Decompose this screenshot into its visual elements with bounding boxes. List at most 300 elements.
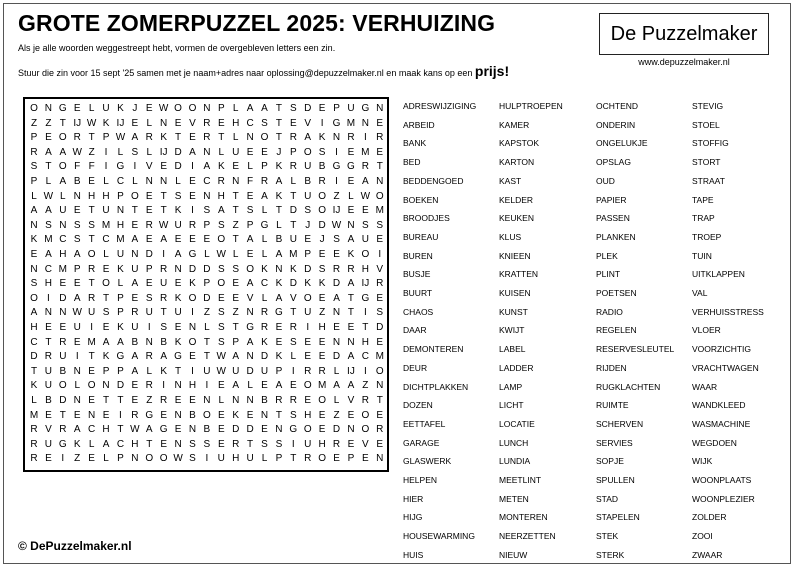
- grid-cell[interactable]: G: [159, 424, 168, 436]
- grid-cell[interactable]: R: [289, 132, 297, 144]
- grid-cell[interactable]: O: [30, 292, 38, 304]
- grid-cell[interactable]: K: [102, 117, 110, 129]
- grid-cell[interactable]: U: [304, 307, 312, 319]
- grid-cell[interactable]: V: [45, 424, 52, 436]
- grid-cell[interactable]: Z: [319, 307, 326, 319]
- grid-cell[interactable]: H: [217, 190, 225, 202]
- grid-cell[interactable]: B: [131, 336, 139, 348]
- grid-cell[interactable]: E: [318, 249, 326, 260]
- grid-cell[interactable]: T: [88, 132, 95, 144]
- grid-cell[interactable]: L: [218, 146, 225, 158]
- grid-cell[interactable]: E: [131, 292, 139, 304]
- grid-cell[interactable]: N: [44, 103, 53, 114]
- grid-cell[interactable]: N: [376, 453, 384, 465]
- grid-cell[interactable]: A: [347, 380, 355, 392]
- grid-cell[interactable]: R: [347, 263, 355, 275]
- grid-cell[interactable]: A: [131, 132, 139, 144]
- grid-cell[interactable]: O: [188, 336, 197, 348]
- grid-cell[interactable]: E: [318, 424, 326, 436]
- grid-cell[interactable]: E: [333, 249, 340, 260]
- grid-cell[interactable]: T: [203, 336, 210, 348]
- grid-cell[interactable]: J: [132, 103, 138, 114]
- grid-cell[interactable]: L: [232, 103, 239, 114]
- grid-cell[interactable]: D: [332, 278, 341, 290]
- grid-cell[interactable]: N: [232, 395, 240, 406]
- grid-cell[interactable]: A: [131, 351, 139, 363]
- grid-cell[interactable]: S: [189, 438, 196, 450]
- grid-cell[interactable]: E: [261, 380, 268, 392]
- grid-cell[interactable]: O: [30, 103, 38, 114]
- grid-cell[interactable]: I: [335, 146, 338, 158]
- grid-cell[interactable]: R: [347, 132, 355, 144]
- grid-cell[interactable]: U: [174, 307, 182, 319]
- grid-cell[interactable]: E: [189, 176, 196, 187]
- grid-cell[interactable]: C: [246, 117, 254, 129]
- grid-cell[interactable]: D: [304, 263, 312, 275]
- grid-cell[interactable]: N: [188, 424, 197, 436]
- grid-cell[interactable]: U: [131, 322, 139, 333]
- grid-cell[interactable]: G: [332, 161, 341, 173]
- grid-cell[interactable]: O: [303, 380, 312, 392]
- grid-cell[interactable]: A: [174, 249, 182, 260]
- grid-cell[interactable]: E: [145, 103, 153, 114]
- grid-cell[interactable]: L: [132, 176, 138, 187]
- grid-cell[interactable]: D: [332, 351, 341, 363]
- grid-cell[interactable]: U: [59, 351, 67, 363]
- grid-cell[interactable]: S: [203, 205, 211, 217]
- grid-cell[interactable]: N: [376, 380, 384, 392]
- grid-cell[interactable]: I: [191, 205, 194, 217]
- grid-cell[interactable]: T: [131, 205, 138, 217]
- grid-cell[interactable]: S: [145, 292, 153, 304]
- grid-cell[interactable]: P: [275, 365, 283, 377]
- grid-cell[interactable]: E: [131, 380, 139, 392]
- grid-cell[interactable]: H: [361, 263, 369, 275]
- grid-cell[interactable]: O: [318, 190, 327, 202]
- grid-cell[interactable]: S: [30, 278, 38, 290]
- grid-cell[interactable]: Z: [203, 307, 210, 319]
- grid-cell[interactable]: U: [232, 146, 240, 158]
- grid-cell[interactable]: T: [275, 409, 282, 421]
- grid-cell[interactable]: T: [88, 278, 95, 290]
- grid-cell[interactable]: R: [289, 322, 297, 333]
- grid-cell[interactable]: L: [247, 380, 253, 392]
- grid-cell[interactable]: N: [246, 395, 254, 406]
- grid-cell[interactable]: T: [160, 205, 167, 217]
- grid-cell[interactable]: L: [333, 395, 340, 406]
- grid-cell[interactable]: M: [346, 117, 356, 129]
- grid-cell[interactable]: E: [261, 146, 268, 158]
- grid-cell[interactable]: E: [73, 278, 81, 290]
- grid-cell[interactable]: A: [145, 424, 153, 436]
- grid-cell[interactable]: A: [203, 161, 211, 173]
- grid-cell[interactable]: E: [275, 322, 283, 333]
- grid-cell[interactable]: K: [189, 278, 196, 290]
- grid-cell[interactable]: E: [45, 409, 52, 421]
- grid-cell[interactable]: E: [189, 234, 196, 246]
- grid-cell[interactable]: T: [146, 438, 153, 450]
- grid-cell[interactable]: D: [188, 263, 197, 275]
- grid-cell[interactable]: H: [102, 424, 110, 436]
- grid-cell[interactable]: N: [188, 322, 197, 333]
- grid-cell[interactable]: R: [30, 146, 38, 158]
- grid-cell[interactable]: O: [260, 132, 269, 144]
- grid-cell[interactable]: S: [376, 219, 384, 231]
- grid-cell[interactable]: E: [217, 424, 225, 436]
- grid-cell[interactable]: T: [117, 424, 124, 436]
- grid-cell[interactable]: T: [347, 292, 354, 304]
- grid-cell[interactable]: N: [131, 249, 139, 260]
- grid-cell[interactable]: E: [174, 424, 182, 436]
- grid-cell[interactable]: O: [318, 205, 327, 217]
- grid-cell[interactable]: R: [304, 453, 312, 465]
- grid-cell[interactable]: E: [376, 409, 384, 421]
- grid-cell[interactable]: V: [376, 263, 384, 275]
- grid-cell[interactable]: T: [88, 351, 95, 363]
- grid-cell[interactable]: K: [318, 132, 326, 144]
- grid-cell[interactable]: L: [117, 146, 124, 158]
- grid-cell[interactable]: R: [188, 219, 197, 231]
- grid-cell[interactable]: G: [174, 351, 182, 363]
- grid-cell[interactable]: L: [146, 117, 153, 129]
- grid-cell[interactable]: B: [45, 395, 52, 406]
- grid-cell[interactable]: E: [59, 322, 67, 333]
- grid-cell[interactable]: K: [30, 380, 38, 392]
- grid-cell[interactable]: S: [217, 336, 225, 348]
- grid-cell[interactable]: E: [347, 176, 355, 187]
- grid-cell[interactable]: A: [131, 234, 139, 246]
- grid-cell[interactable]: E: [131, 219, 139, 231]
- grid-cell[interactable]: L: [261, 249, 268, 260]
- grid-cell[interactable]: S: [261, 117, 268, 129]
- grid-cell[interactable]: Z: [333, 409, 340, 421]
- grid-cell[interactable]: U: [174, 219, 182, 231]
- grid-cell[interactable]: J: [276, 146, 282, 158]
- grid-cell[interactable]: N: [174, 409, 182, 421]
- grid-cell[interactable]: S: [333, 234, 340, 246]
- grid-cell[interactable]: L: [103, 249, 109, 260]
- grid-cell[interactable]: P: [289, 146, 297, 158]
- grid-cell[interactable]: E: [333, 453, 340, 465]
- grid-cell[interactable]: O: [58, 132, 67, 144]
- grid-cell[interactable]: F: [74, 161, 81, 173]
- grid-cell[interactable]: T: [275, 132, 282, 144]
- grid-cell[interactable]: E: [145, 190, 153, 202]
- grid-cell[interactable]: G: [260, 219, 269, 231]
- grid-cell[interactable]: A: [246, 103, 254, 114]
- grid-cell[interactable]: D: [203, 263, 211, 275]
- grid-cell[interactable]: L: [146, 146, 153, 158]
- grid-cell[interactable]: H: [361, 336, 369, 348]
- grid-cell[interactable]: M: [116, 234, 125, 246]
- grid-cell[interactable]: T: [117, 395, 124, 406]
- grid-cell[interactable]: R: [88, 263, 96, 275]
- grid-cell[interactable]: J: [305, 219, 311, 231]
- grid-cell[interactable]: S: [217, 263, 225, 275]
- grid-cell[interactable]: S: [73, 219, 81, 231]
- grid-cell[interactable]: R: [30, 438, 38, 450]
- grid-cell[interactable]: A: [347, 234, 355, 246]
- grid-cell[interactable]: E: [246, 249, 254, 260]
- grid-cell[interactable]: K: [73, 438, 81, 450]
- grid-cell[interactable]: O: [246, 263, 254, 275]
- grid-cell[interactable]: O: [361, 249, 370, 260]
- grid-cell[interactable]: R: [260, 176, 269, 187]
- grid-cell[interactable]: H: [318, 438, 326, 450]
- grid-cell[interactable]: G: [145, 409, 154, 421]
- grid-cell[interactable]: P: [333, 103, 340, 114]
- grid-cell[interactable]: E: [73, 103, 81, 114]
- grid-cell[interactable]: A: [232, 380, 240, 392]
- grid-cell[interactable]: V: [145, 161, 153, 173]
- grid-cell[interactable]: R: [145, 132, 153, 144]
- grid-cell[interactable]: Z: [45, 117, 52, 129]
- grid-cell[interactable]: T: [232, 205, 239, 217]
- grid-cell[interactable]: H: [304, 409, 312, 421]
- grid-cell[interactable]: P: [347, 453, 355, 465]
- grid-cell[interactable]: E: [362, 205, 369, 217]
- grid-cell[interactable]: E: [189, 132, 196, 144]
- grid-cell[interactable]: O: [87, 249, 96, 260]
- grid-cell[interactable]: O: [303, 424, 312, 436]
- grid-cell[interactable]: L: [88, 103, 95, 114]
- grid-cell[interactable]: M: [58, 263, 67, 275]
- grid-cell[interactable]: U: [246, 453, 254, 465]
- grid-cell[interactable]: T: [160, 307, 167, 319]
- grid-cell[interactable]: R: [203, 132, 211, 144]
- grid-cell[interactable]: E: [289, 380, 297, 392]
- grid-cell[interactable]: T: [30, 365, 38, 377]
- grid-cell[interactable]: E: [376, 336, 384, 348]
- grid-cell[interactable]: IJ: [73, 117, 82, 129]
- grid-cell[interactable]: E: [217, 409, 225, 421]
- grid-cell[interactable]: A: [275, 380, 283, 392]
- grid-cell[interactable]: E: [88, 365, 95, 377]
- grid-cell[interactable]: I: [90, 322, 94, 333]
- grid-cell[interactable]: P: [102, 132, 110, 144]
- grid-cell[interactable]: U: [217, 453, 225, 465]
- grid-cell[interactable]: K: [275, 161, 283, 173]
- grid-cell[interactable]: R: [30, 424, 38, 436]
- grid-cell[interactable]: G: [58, 438, 67, 450]
- grid-cell[interactable]: L: [232, 132, 239, 144]
- grid-cell[interactable]: C: [203, 176, 211, 187]
- grid-cell[interactable]: E: [102, 322, 110, 333]
- grid-cell[interactable]: D: [376, 322, 384, 333]
- grid-cell[interactable]: S: [304, 205, 312, 217]
- grid-cell[interactable]: U: [44, 438, 53, 450]
- grid-cell[interactable]: W: [360, 190, 371, 202]
- grid-cell[interactable]: S: [275, 438, 283, 450]
- grid-cell[interactable]: O: [145, 453, 154, 465]
- grid-cell[interactable]: N: [332, 132, 341, 144]
- grid-cell[interactable]: P: [275, 453, 283, 465]
- grid-cell[interactable]: A: [117, 336, 124, 348]
- grid-cell[interactable]: H: [318, 322, 326, 333]
- grid-cell[interactable]: K: [261, 336, 268, 348]
- grid-cell[interactable]: I: [162, 249, 166, 260]
- grid-cell[interactable]: S: [30, 161, 38, 173]
- grid-cell[interactable]: N: [145, 336, 153, 348]
- grid-cell[interactable]: S: [217, 322, 225, 333]
- grid-cell[interactable]: D: [304, 103, 312, 114]
- grid-cell[interactable]: S: [289, 336, 297, 348]
- grid-cell[interactable]: E: [160, 438, 167, 450]
- grid-cell[interactable]: U: [260, 365, 269, 377]
- grid-cell[interactable]: O: [217, 234, 226, 246]
- grid-cell[interactable]: E: [102, 409, 110, 421]
- grid-cell[interactable]: K: [117, 322, 124, 333]
- grid-cell[interactable]: P: [117, 292, 124, 304]
- grid-cell[interactable]: P: [30, 176, 38, 187]
- grid-cell[interactable]: R: [88, 292, 96, 304]
- grid-cell[interactable]: W: [86, 117, 97, 129]
- grid-cell[interactable]: L: [31, 395, 37, 406]
- grid-cell[interactable]: U: [232, 365, 240, 377]
- grid-cell[interactable]: U: [203, 365, 211, 377]
- grid-cell[interactable]: E: [376, 438, 384, 450]
- grid-cell[interactable]: W: [173, 453, 183, 465]
- grid-cell[interactable]: K: [261, 263, 268, 275]
- grid-cell[interactable]: M: [101, 219, 111, 231]
- grid-cell[interactable]: H: [102, 190, 110, 202]
- grid-cell[interactable]: C: [88, 424, 96, 436]
- grid-cell[interactable]: U: [131, 263, 139, 275]
- grid-cell[interactable]: E: [347, 409, 355, 421]
- grid-cell[interactable]: E: [347, 205, 355, 217]
- grid-cell[interactable]: I: [162, 380, 166, 392]
- grid-cell[interactable]: K: [232, 409, 240, 421]
- grid-cell[interactable]: E: [88, 176, 95, 187]
- grid-cell[interactable]: E: [304, 395, 312, 406]
- grid-cell[interactable]: L: [247, 161, 253, 173]
- grid-cell[interactable]: E: [174, 395, 182, 406]
- grid-cell[interactable]: R: [160, 292, 168, 304]
- grid-cell[interactable]: P: [117, 365, 124, 377]
- grid-cell[interactable]: L: [232, 249, 239, 260]
- grid-cell[interactable]: A: [102, 336, 110, 348]
- grid-cell[interactable]: R: [361, 395, 369, 406]
- grid-cell[interactable]: A: [102, 438, 110, 450]
- grid-cell[interactable]: O: [159, 453, 168, 465]
- grid-cell[interactable]: A: [246, 234, 254, 246]
- grid-cell[interactable]: A: [131, 278, 139, 290]
- grid-cell[interactable]: S: [232, 263, 240, 275]
- grid-cell[interactable]: W: [130, 424, 140, 436]
- grid-cell[interactable]: O: [375, 190, 384, 202]
- grid-cell[interactable]: A: [73, 292, 81, 304]
- grid-cell[interactable]: W: [158, 219, 169, 231]
- grid-cell[interactable]: C: [116, 176, 125, 187]
- grid-cell[interactable]: D: [116, 380, 125, 392]
- grid-cell[interactable]: E: [131, 395, 139, 406]
- grid-cell[interactable]: E: [45, 453, 52, 465]
- grid-cell[interactable]: P: [304, 249, 312, 260]
- grid-cell[interactable]: Z: [362, 380, 369, 392]
- grid-cell[interactable]: Z: [74, 453, 81, 465]
- grid-cell[interactable]: L: [261, 292, 268, 304]
- grid-cell[interactable]: N: [160, 176, 168, 187]
- grid-cell[interactable]: R: [275, 395, 283, 406]
- grid-cell[interactable]: G: [188, 249, 197, 260]
- grid-cell[interactable]: G: [332, 117, 341, 129]
- grid-cell[interactable]: T: [175, 365, 182, 377]
- grid-cell[interactable]: T: [362, 322, 369, 333]
- grid-cell[interactable]: E: [217, 292, 225, 304]
- grid-cell[interactable]: U: [304, 438, 312, 450]
- grid-cell[interactable]: U: [102, 103, 110, 114]
- grid-cell[interactable]: N: [332, 307, 341, 319]
- grid-cell[interactable]: P: [217, 103, 225, 114]
- grid-cell[interactable]: K: [160, 365, 167, 377]
- grid-cell[interactable]: D: [174, 161, 182, 173]
- grid-cell[interactable]: R: [217, 176, 225, 187]
- grid-cell[interactable]: A: [246, 278, 254, 290]
- grid-cell[interactable]: E: [347, 322, 355, 333]
- grid-cell[interactable]: S: [362, 219, 369, 231]
- grid-cell[interactable]: P: [117, 190, 124, 202]
- grid-cell[interactable]: I: [320, 117, 324, 129]
- grid-cell[interactable]: E: [217, 380, 225, 392]
- grid-cell[interactable]: L: [348, 190, 354, 202]
- grid-cell[interactable]: U: [88, 307, 96, 319]
- grid-cell[interactable]: E: [174, 117, 182, 129]
- grid-cell[interactable]: E: [45, 132, 52, 144]
- grid-cell[interactable]: B: [59, 365, 67, 377]
- grid-cell[interactable]: G: [116, 351, 125, 363]
- grid-cell[interactable]: U: [73, 322, 81, 333]
- grid-cell[interactable]: A: [275, 292, 283, 304]
- grid-cell[interactable]: K: [289, 263, 297, 275]
- grid-cell[interactable]: H: [131, 438, 139, 450]
- grid-cell[interactable]: F: [247, 176, 254, 187]
- grid-cell[interactable]: Z: [30, 117, 38, 129]
- grid-cell[interactable]: W: [72, 307, 82, 319]
- grid-cell[interactable]: N: [232, 176, 240, 187]
- grid-cell[interactable]: N: [203, 103, 211, 114]
- grid-cell[interactable]: A: [275, 176, 283, 187]
- grid-cell[interactable]: L: [74, 380, 80, 392]
- grid-cell[interactable]: N: [44, 307, 53, 319]
- grid-cell[interactable]: L: [261, 205, 268, 217]
- grid-cell[interactable]: N: [203, 190, 211, 202]
- grid-cell[interactable]: I: [191, 161, 194, 173]
- grid-cell[interactable]: G: [347, 161, 355, 173]
- grid-cell[interactable]: E: [73, 205, 81, 217]
- grid-cell[interactable]: A: [261, 190, 268, 202]
- grid-cell[interactable]: E: [174, 278, 182, 290]
- grid-cell[interactable]: P: [73, 263, 81, 275]
- grid-cell[interactable]: F: [88, 161, 95, 173]
- grid-cell[interactable]: D: [289, 278, 297, 290]
- grid-cell[interactable]: P: [102, 365, 110, 377]
- grid-cell[interactable]: T: [59, 409, 66, 421]
- grid-cell[interactable]: A: [362, 176, 369, 187]
- grid-cell[interactable]: D: [260, 351, 269, 363]
- grid-cell[interactable]: P: [246, 219, 254, 231]
- grid-cell[interactable]: L: [204, 322, 210, 333]
- grid-cell[interactable]: I: [291, 365, 295, 377]
- grid-cell[interactable]: E: [304, 234, 312, 246]
- grid-cell[interactable]: K: [217, 161, 225, 173]
- grid-cell[interactable]: U: [102, 205, 110, 217]
- grid-cell[interactable]: S: [45, 219, 52, 231]
- grid-cell[interactable]: E: [131, 117, 139, 129]
- grid-cell[interactable]: I: [306, 322, 310, 333]
- grid-cell[interactable]: R: [376, 278, 384, 290]
- grid-cell[interactable]: E: [246, 409, 254, 421]
- grid-cell[interactable]: M: [317, 380, 327, 392]
